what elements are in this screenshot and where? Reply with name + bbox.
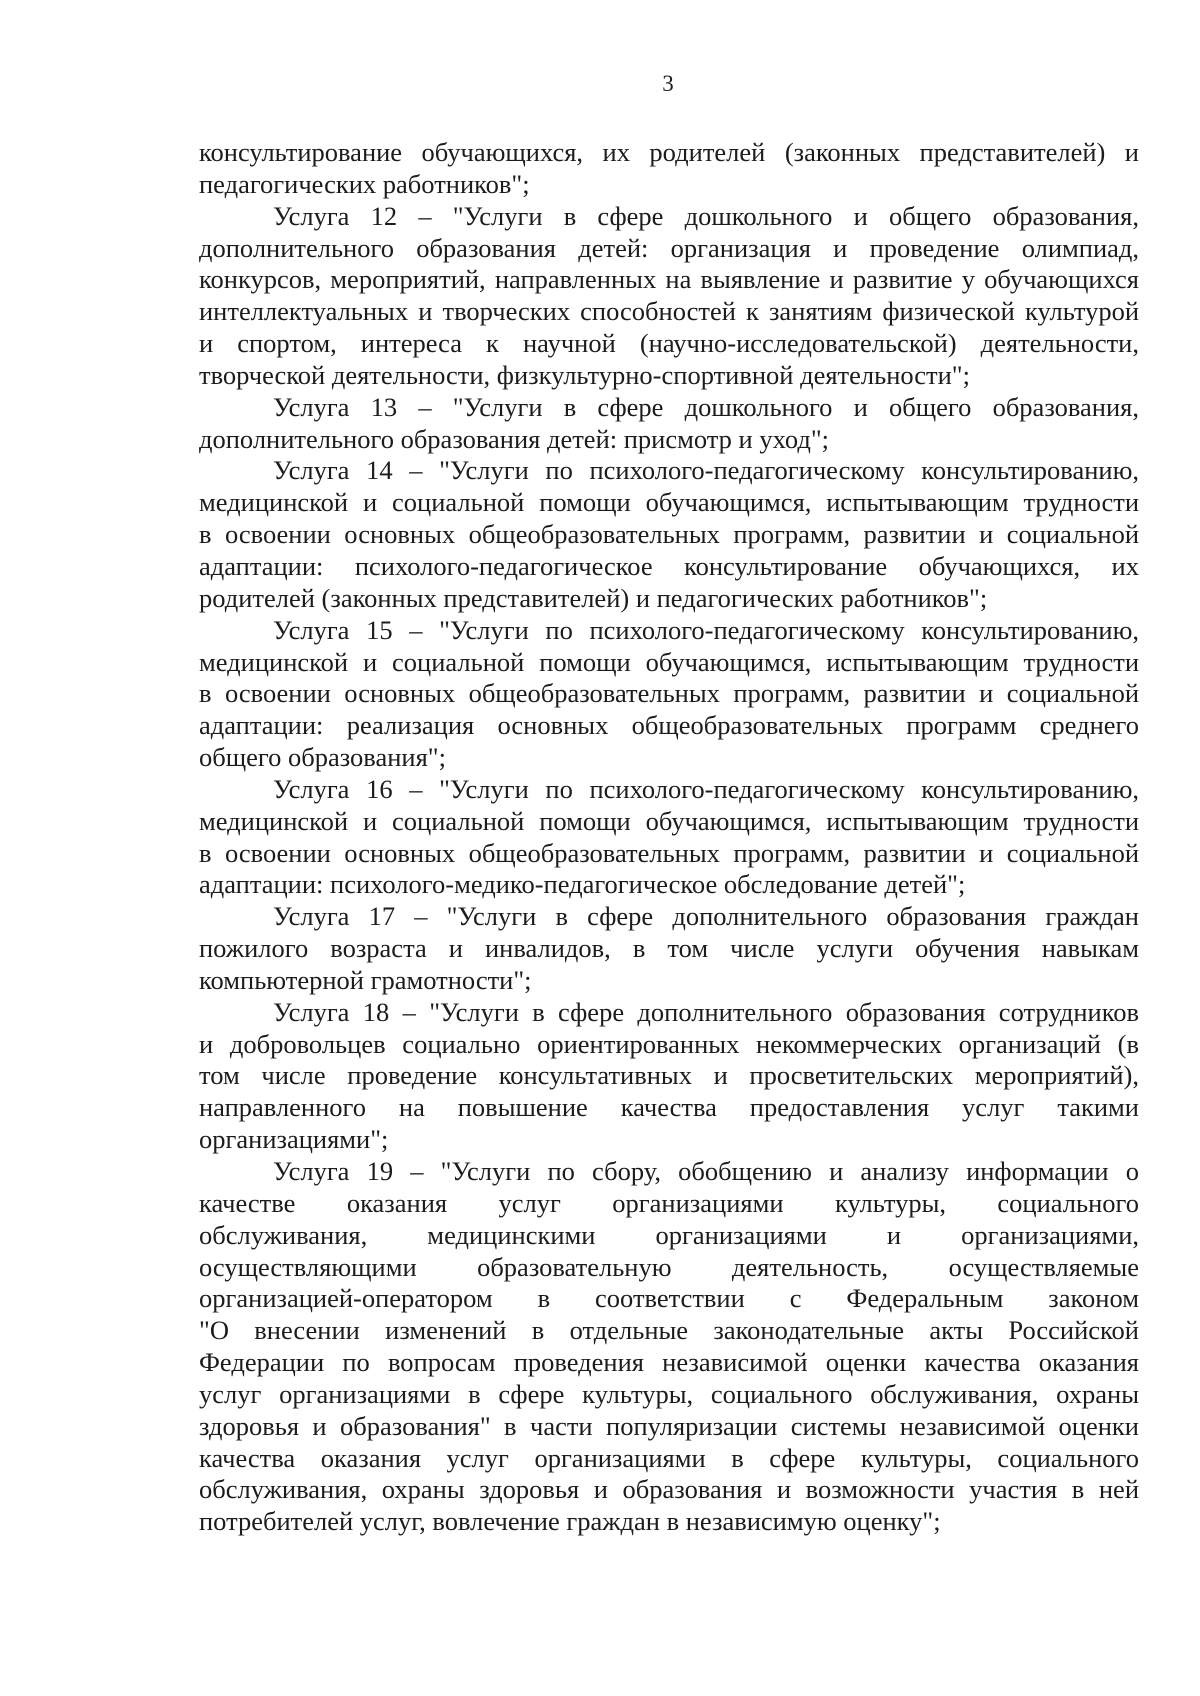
- paragraph: [199, 455, 1139, 614]
- text-line: обслуживания, охраны здоровья и образования и возможности участия в ней: [199, 1474, 1139, 1505]
- text-line: дополнительного образования детей: организация и проведение олимпиад,: [199, 232, 1139, 263]
- paragraph: [199, 774, 1139, 901]
- text-line: адаптации: психолого-педагогическое консультирование обучающихся, их: [199, 550, 1139, 581]
- text-line: медицинской и социальной помощи обучающимся, испытывающим трудности: [199, 646, 1139, 677]
- text-line: и спортом, интереса к научной (научно-исследовательской) деятельности,: [199, 328, 1139, 359]
- document-body: [199, 137, 1139, 1538]
- paragraph: [199, 997, 1139, 1156]
- paragraph: [199, 615, 1139, 774]
- text-line: обслуживания, медицинскими организациями и организациями,: [199, 1219, 1139, 1250]
- text-line: дополнительного образования детей: присмотр и уход";: [199, 423, 830, 454]
- text-line: качества оказания услуг организациями в сфере культуры, социального: [199, 1442, 1139, 1473]
- text-line: и добровольцев социально ориентированных некоммерческих организаций (в: [199, 1028, 1139, 1059]
- text-line: Услуга 15 – "Услуги по психолого-педагогическому консультированию,: [273, 614, 1139, 645]
- text-line: "О внесении изменений в отдельные законодательные акты Российской: [199, 1315, 1139, 1346]
- text-line: услуг организациями в сфере культуры, социального обслуживания, охраны: [199, 1378, 1139, 1409]
- text-line: организациями";: [199, 1124, 389, 1155]
- text-line: Услуга 13 – "Услуги в сфере дошкольного и общего образования,: [273, 391, 1139, 422]
- paragraph: [199, 392, 1139, 456]
- text-line: в освоении основных общеобразовательных программ, развитии и социальной: [199, 678, 1139, 709]
- text-line: адаптации: психолого-медико-педагогическое обследование детей";: [199, 869, 966, 900]
- paragraph: [199, 1156, 1139, 1538]
- text-line: пожилого возраста и инвалидов, в том числе услуги обучения навыкам: [199, 933, 1139, 964]
- text-line: осуществляющими образовательную деятельность, осуществляемые: [199, 1251, 1139, 1282]
- text-line: адаптации: реализация основных общеобразовательных программ среднего: [199, 710, 1139, 741]
- text-line: здоровья и образования" в части популяризации системы независимой оценки: [199, 1410, 1139, 1441]
- text-line: медицинской и социальной помощи обучающимся, испытывающим трудности: [199, 487, 1139, 518]
- text-line: направленного на повышение качества предоставления услуг такими: [199, 1092, 1139, 1123]
- text-line: том числе проведение консультативных и просветительских мероприятий),: [199, 1060, 1139, 1091]
- text-line: Федерации по вопросам проведения независимой оценки качества оказания: [199, 1347, 1139, 1378]
- text-line: конкурсов, мероприятий, направленных на выявление и развитие у обучающихся: [199, 264, 1139, 295]
- page-number: 3: [662, 71, 674, 96]
- text-line: общего образования";: [199, 742, 446, 773]
- text-line: потребителей услуг, вовлечение граждан в независимую оценку";: [199, 1506, 941, 1537]
- text-line: в освоении основных общеобразовательных программ, развитии и социальной: [199, 519, 1139, 550]
- text-line: консультирование обучающихся, их родителей (законных представителей) и: [199, 137, 1139, 167]
- text-line: педагогических работников";: [199, 168, 530, 199]
- text-line: родителей (законных представителей) и педагогических работников";: [199, 582, 988, 613]
- text-line: Услуга 16 – "Услуги по психолого-педагогическому консультированию,: [273, 773, 1139, 804]
- text-line: качестве оказания услуг организациями культуры, социального: [199, 1187, 1139, 1218]
- text-line: в освоении основных общеобразовательных программ, развитии и социальной: [199, 837, 1139, 868]
- text-line: Услуга 12 – "Услуги в сфере дошкольного и общего образования,: [273, 200, 1139, 231]
- text-line: медицинской и социальной помощи обучающимся, испытывающим трудности: [199, 805, 1139, 836]
- text-line: Услуга 18 – "Услуги в сфере дополнительного образования сотрудников: [273, 996, 1139, 1027]
- paragraph: [199, 901, 1139, 997]
- text-line: компьютерной грамотности";: [199, 964, 532, 995]
- text-line: интеллектуальных и творческих способностей к занятиям физической культурой: [199, 296, 1139, 327]
- text-line: организацией-оператором в соответствии с Федеральным законом: [199, 1283, 1139, 1314]
- text-line: Услуга 17 – "Услуги в сфере дополнительного образования граждан: [273, 901, 1139, 932]
- text-line: Услуга 19 – "Услуги по сбору, обобщению и анализу информации о: [273, 1156, 1139, 1186]
- paragraph: [199, 137, 1139, 201]
- text-line: творческой деятельности, физкультурно-спортивной деятельности";: [199, 359, 970, 390]
- paragraph: [199, 201, 1139, 392]
- text-line: Услуга 14 – "Услуги по психолого-педагогическому консультированию,: [273, 455, 1139, 486]
